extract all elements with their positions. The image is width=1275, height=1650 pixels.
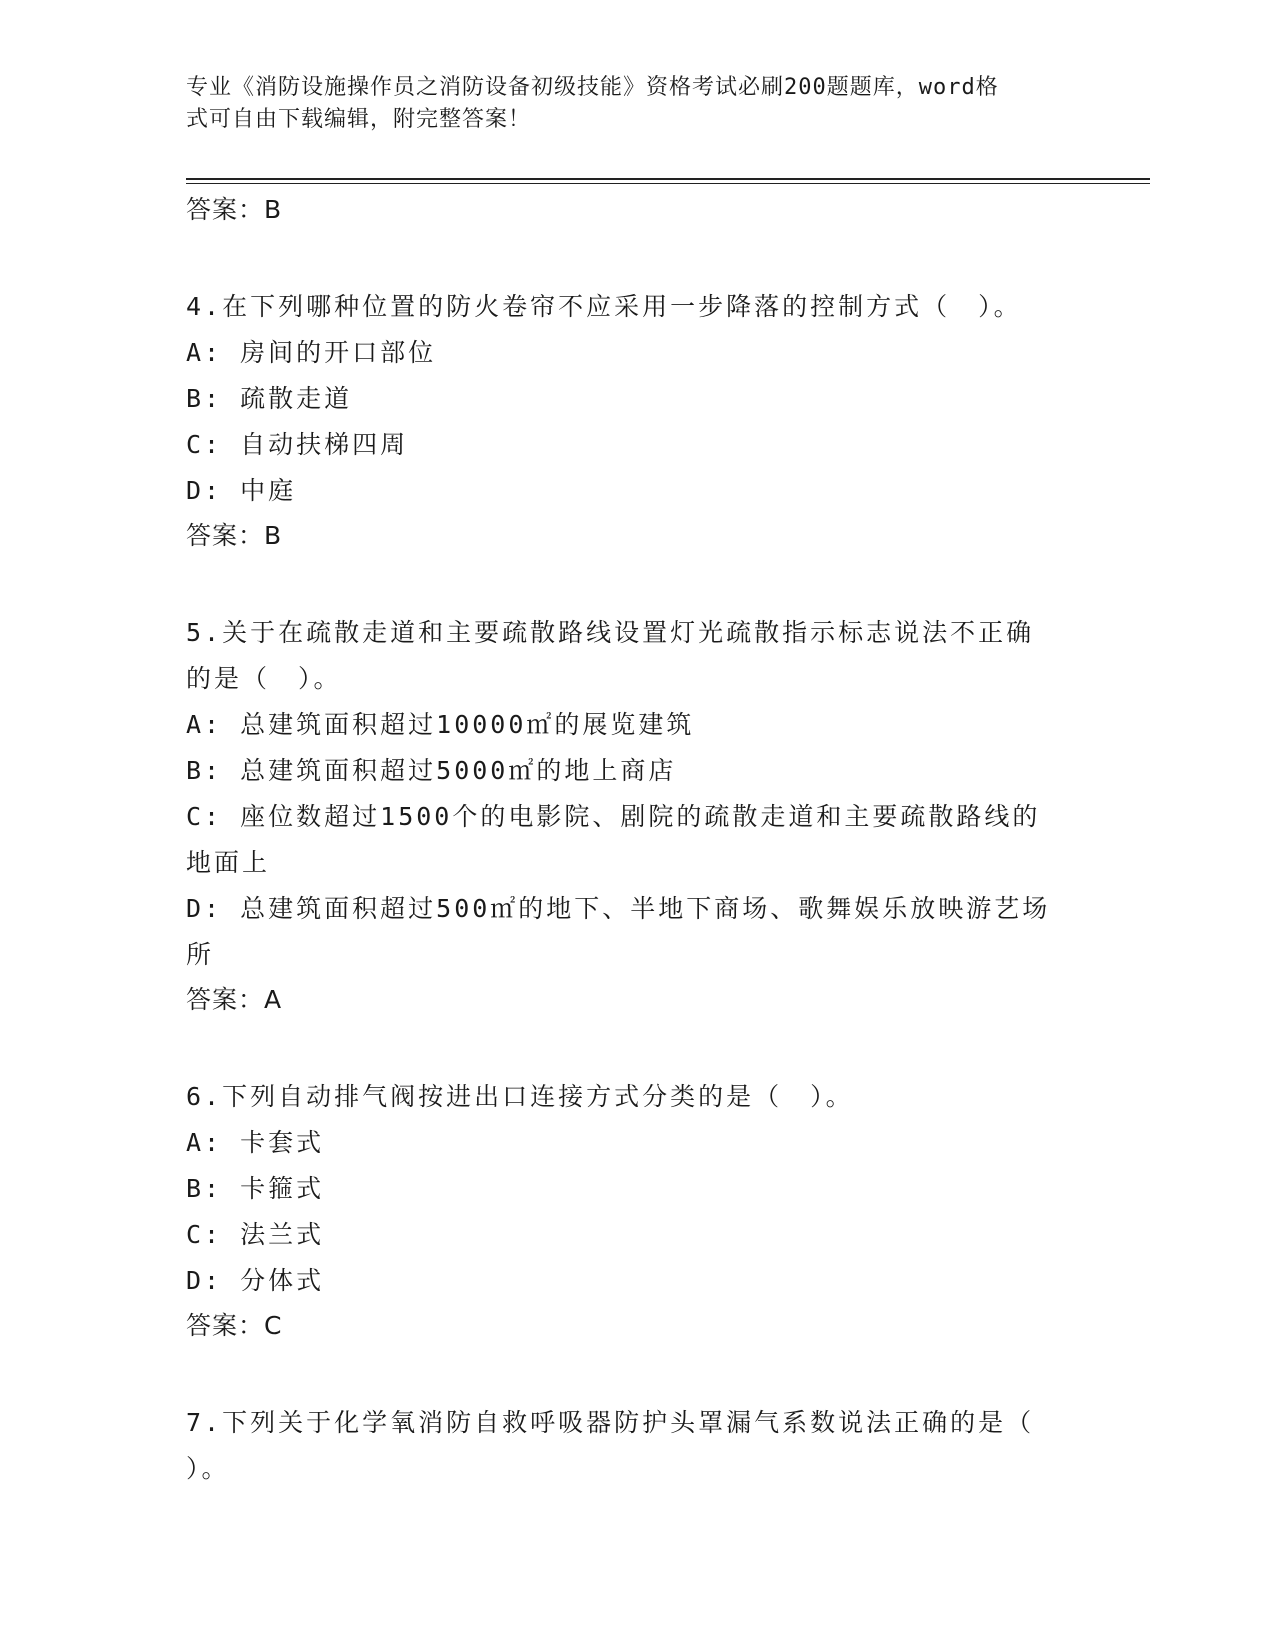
answer-option: A: 卡套式 bbox=[186, 1128, 325, 1157]
question-text: 4.在下列哪种位置的防火卷帘不应采用一步降落的控制方式（ ）。 bbox=[186, 292, 1022, 321]
answer-option: 所 bbox=[186, 940, 215, 969]
question-block bbox=[186, 1400, 1086, 1492]
answer-line: 答案：A bbox=[186, 985, 283, 1014]
answer-option: C: 座位数超过1500个的电影院、剧院的疏散走道和主要疏散路线的 bbox=[186, 802, 1041, 831]
answer-option: B: 总建筑面积超过5000㎡的地上商店 bbox=[186, 756, 677, 785]
answer-option: D: 中庭 bbox=[186, 476, 297, 505]
question-text: 的是（ ）。 bbox=[186, 664, 342, 693]
question-text: 7.下列关于化学氧消防自救呼吸器防护头罩漏气系数说法正确的是（ bbox=[186, 1408, 1035, 1437]
answer-line: 答案：C bbox=[186, 1311, 283, 1340]
question-block bbox=[186, 284, 1086, 556]
answer-option: B: 疏散走道 bbox=[186, 384, 353, 413]
answer-option: C: 法兰式 bbox=[186, 1220, 325, 1249]
answer-line: 答案：B bbox=[186, 195, 283, 224]
header-line-2: 式可自由下载编辑，附完整答案！ bbox=[186, 107, 532, 132]
answer-option: C: 自动扶梯四周 bbox=[186, 430, 409, 459]
answer-line: 答案：B bbox=[186, 521, 283, 550]
answer-option: D: 分体式 bbox=[186, 1266, 325, 1295]
question-text: 5.关于在疏散走道和主要疏散路线设置灯光疏散指示标志说法不正确 bbox=[186, 618, 1035, 647]
question-text: ）。 bbox=[186, 1454, 230, 1483]
header-line-1: 专业《消防设施操作员之消防设备初级技能》资格考试必刷200题题库，word格 bbox=[186, 75, 999, 100]
answer-option: A: 房间的开口部位 bbox=[186, 338, 437, 367]
answer-option: A: 总建筑面积超过10000㎡的展览建筑 bbox=[186, 710, 695, 739]
answer-option: 地面上 bbox=[186, 848, 271, 877]
answer-option: D: 总建筑面积超过500㎡的地下、半地下商场、歌舞娱乐放映游艺场 bbox=[186, 894, 1051, 923]
question-list bbox=[186, 190, 1086, 1492]
document-header bbox=[186, 72, 1066, 136]
question-text: 6.下列自动排气阀按进出口连接方式分类的是（ ）。 bbox=[186, 1082, 854, 1111]
header-rule bbox=[186, 178, 1150, 180]
question-block bbox=[186, 1074, 1086, 1346]
header-rule-thin bbox=[186, 183, 1150, 184]
answer-option: B: 卡箍式 bbox=[186, 1174, 325, 1203]
question-block bbox=[186, 610, 1086, 1020]
